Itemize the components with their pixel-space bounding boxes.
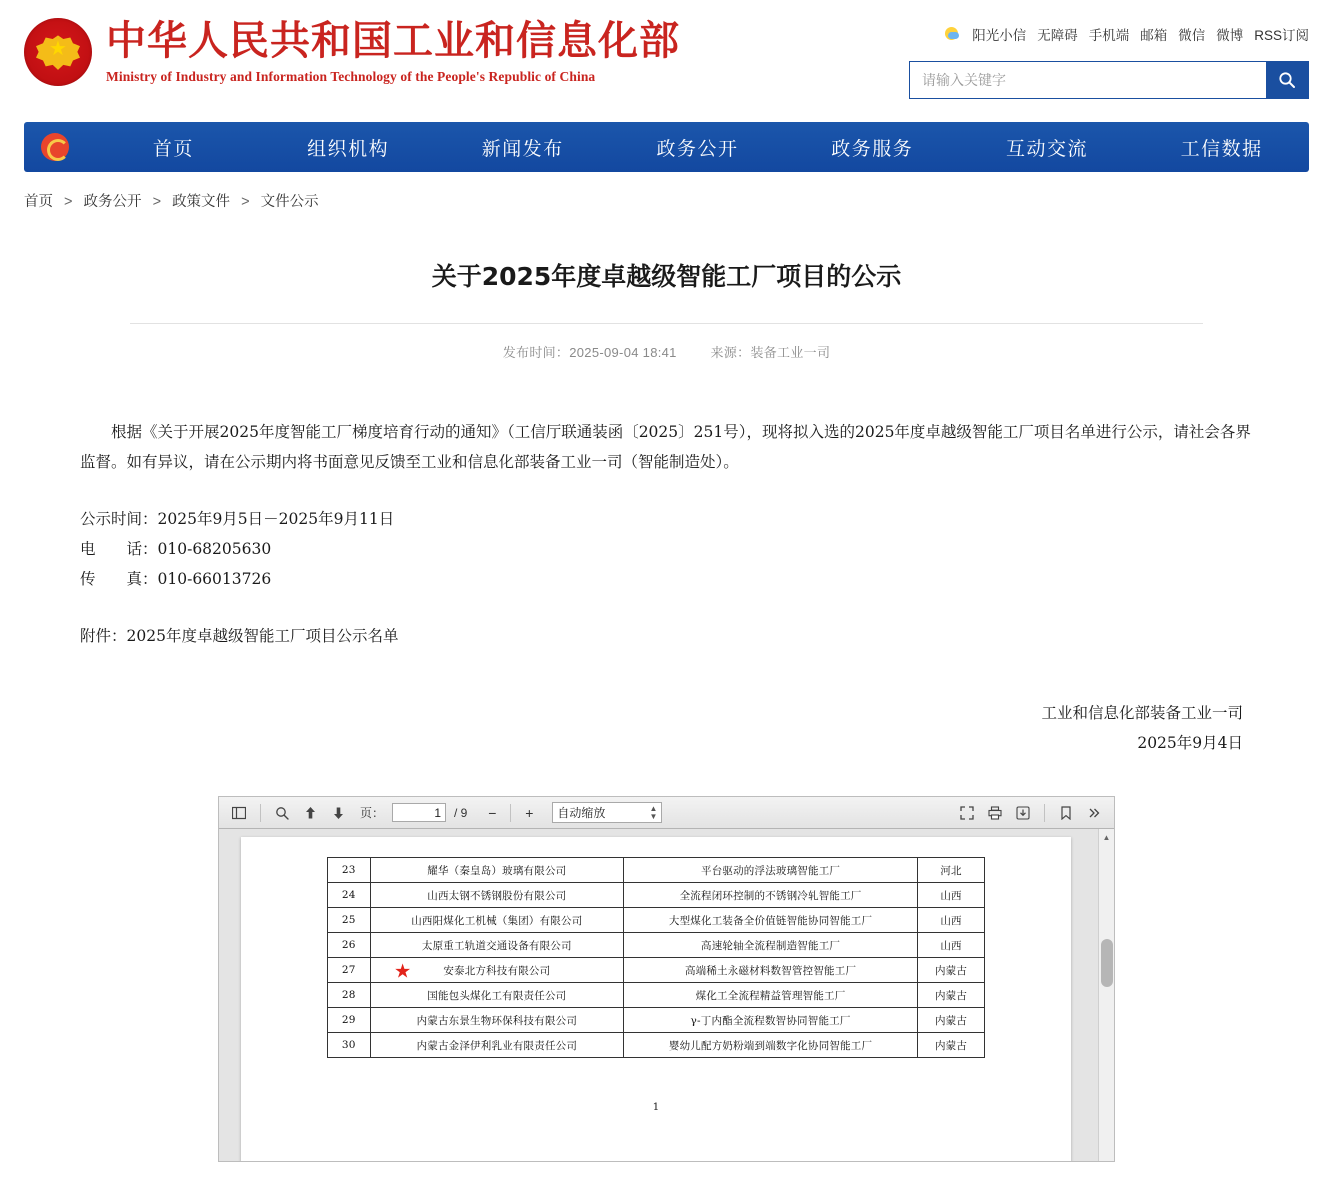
row-project: 平台驱动的浮法玻璃智能工厂 [624, 858, 918, 883]
page-title: 关于2025年度卓越级智能工厂项目的公示 [431, 262, 902, 291]
article-signature [80, 698, 1253, 758]
row-project: 大型煤化工装备全价值链智能协同智能工厂 [624, 908, 918, 933]
breadcrumb-item-home[interactable]: 首页 [24, 194, 53, 210]
zoom-level-value: 自动缩放 [557, 806, 606, 820]
row-project: γ-丁内酯全流程数智协同智能工厂 [624, 1008, 918, 1033]
row-region: 山西 [918, 883, 985, 908]
quick-link-rss[interactable]: RSS订阅 [1254, 28, 1309, 43]
row-company: 耀华（秦皇岛）玻璃有限公司 [370, 858, 623, 883]
presentation-mode-icon[interactable] [955, 801, 979, 825]
site-title-cn: 中华人民共和国工业和信息化部 [106, 18, 680, 64]
scrollbar-thumb[interactable] [1101, 939, 1113, 987]
table-row [328, 858, 985, 883]
sidebar-toggle-icon[interactable] [227, 801, 251, 825]
more-tools-icon[interactable] [1082, 801, 1106, 825]
nav-item-services[interactable]: 政务服务 [831, 137, 914, 160]
find-search-icon[interactable] [270, 801, 294, 825]
row-project: 全流程闭环控制的不锈钢冷轧智能工厂 [624, 883, 918, 908]
pdf-scrollbar[interactable] [1098, 829, 1114, 1162]
row-company: 太原重工轨道交通设备有限公司 [370, 933, 623, 958]
row-region: 内蒙古 [918, 1008, 985, 1033]
sun-icon [944, 26, 960, 42]
row-company: 内蒙古金泽伊利乳业有限责任公司 [370, 1033, 623, 1058]
source-value: 装备工业一司 [750, 345, 831, 360]
row-region: 内蒙古 [918, 1033, 985, 1058]
page-number-input[interactable] [392, 803, 446, 822]
quick-link-weibo[interactable]: 微博 [1216, 28, 1244, 43]
header-utility-area [909, 24, 1309, 99]
row-region: 内蒙古 [918, 958, 985, 983]
source-label: 来源： [710, 345, 751, 360]
nav-item-interaction[interactable]: 互动交流 [1005, 137, 1088, 160]
zoom-level-select[interactable] [552, 802, 662, 823]
article-meta [80, 342, 1253, 361]
nav-item-news[interactable]: 新闻发布 [481, 137, 564, 160]
pdf-viewer [218, 796, 1115, 1162]
quick-link-sunshine[interactable]: 阳光小信 [972, 28, 1027, 43]
table-row [328, 933, 985, 958]
main-nav-wrapper [0, 122, 1333, 172]
pdf-page-footer-number: 1 [652, 1101, 660, 1113]
table-row [328, 1033, 985, 1058]
row-company-label: 安泰北方科技有限公司 [443, 964, 551, 977]
publish-time-label: 发布时间： [502, 345, 570, 360]
star-marker-icon: ★ [394, 961, 411, 981]
national-emblem-icon: ★ [24, 18, 92, 86]
site-title-en: Ministry of Industry and Information Technology of the People's Republic of China [106, 69, 596, 85]
page-number-label: 页： [360, 806, 385, 820]
row-project: 高端稀土永磁材料数智管控智能工厂 [624, 958, 918, 983]
fax-line: 传 真：010-66013726 [80, 570, 272, 588]
pdf-toolbar [219, 797, 1114, 829]
row-index: 29 [328, 1008, 371, 1033]
breadcrumb-separator: > [241, 194, 250, 210]
search-input[interactable] [910, 62, 1266, 98]
row-region: 河北 [918, 858, 985, 883]
breadcrumb-item-policy-docs[interactable]: 政策文件 [172, 194, 231, 210]
row-project: 婴幼儿配方奶粉端到端数字化协同智能工厂 [624, 1033, 918, 1058]
breadcrumb-separator: > [152, 194, 162, 210]
page-total-label: / 9 [454, 805, 468, 820]
row-index: 26 [328, 933, 371, 958]
pdf-page-area[interactable] [219, 829, 1114, 1162]
quick-link-accessibility[interactable]: 无障碍 [1037, 28, 1078, 43]
telephone-line: 电 话：010-68205630 [80, 540, 272, 558]
row-company: 山西太钢不锈钢股份有限公司 [370, 883, 623, 908]
row-region: 山西 [918, 908, 985, 933]
signature-date: 2025年9月4日 [1137, 734, 1243, 752]
row-project: 高速轮轴全流程制造智能工厂 [624, 933, 918, 958]
breadcrumb-separator: > [64, 194, 73, 210]
site-logo-text [106, 0, 680, 85]
attachment-line[interactable]: 附件：2025年度卓越级智能工厂项目公示名单 [80, 627, 399, 645]
zoom-controls [481, 802, 540, 824]
row-index: 23 [328, 858, 371, 883]
row-region: 山西 [918, 933, 985, 958]
table-row [328, 883, 985, 908]
main-nav [24, 122, 1309, 172]
nav-item-home[interactable]: 首页 [152, 137, 194, 160]
bookmark-icon[interactable] [1054, 801, 1078, 825]
article-body [80, 417, 1253, 758]
table-row-highlighted [328, 958, 985, 983]
zoom-in-icon[interactable]: + [525, 804, 534, 821]
row-index: 27 [328, 958, 371, 983]
zoom-out-icon[interactable]: − [488, 804, 497, 821]
row-project: 煤化工全流程精益管理智能工厂 [624, 983, 918, 1008]
breadcrumb-item-doc-notice[interactable]: 文件公示 [260, 194, 319, 210]
download-icon[interactable] [1011, 801, 1035, 825]
article [0, 257, 1333, 758]
title-divider [130, 323, 1203, 324]
mitt-logo-icon [24, 133, 86, 161]
table-row [328, 1008, 985, 1033]
breadcrumb [0, 172, 1333, 219]
quick-links [909, 24, 1309, 44]
pdf-page [241, 837, 1071, 1162]
row-region: 内蒙古 [918, 983, 985, 1008]
chevron-updown-icon: ▲ ▼ [649, 803, 658, 821]
quick-link-email[interactable]: 邮箱 [1140, 28, 1168, 43]
row-index: 28 [328, 983, 371, 1008]
row-company [370, 958, 623, 983]
site-search [909, 61, 1309, 99]
search-icon [1278, 71, 1296, 89]
row-company: 内蒙古东景生物环保科技有限公司 [370, 1008, 623, 1033]
row-index: 30 [328, 1033, 371, 1058]
nav-item-org[interactable]: 组织机构 [307, 137, 390, 160]
table-row [328, 983, 985, 1008]
row-index: 25 [328, 908, 371, 933]
row-company: 山西阳煤化工机械（集团）有限公司 [370, 908, 623, 933]
nav-item-data[interactable]: 工信数据 [1180, 137, 1263, 160]
row-index: 24 [328, 883, 371, 908]
factory-list-table [327, 857, 985, 1058]
quick-link-wechat[interactable]: 微信 [1178, 28, 1206, 43]
site-header [0, 0, 1333, 122]
article-paragraph-1: 根据《关于开展2025年度智能工厂梯度培育行动的通知》（工信厅联通装函〔2025〕251号），现将拟入选的2025年度卓越级智能工厂项目名单进行公示，请社会各界监督。如有异议，请在公示期内将书面意见反馈至工业和信息化部装备工业一司（智能制造处）。 [80, 423, 1251, 471]
scroll-up-icon[interactable]: ▲ [1102, 832, 1111, 842]
notice-period-line: 公示时间：2025年9月5日－2025年9月11日 [80, 510, 395, 528]
breadcrumb-item-openness[interactable]: 政务公开 [83, 194, 142, 210]
signature-organization: 工业和信息化部装备工业一司 [1041, 704, 1243, 722]
quick-link-mobile[interactable]: 手机端 [1088, 28, 1130, 43]
previous-page-icon[interactable] [298, 801, 322, 825]
publish-time-value: 2025-09-04 18:41 [569, 345, 677, 360]
row-company: 国能包头煤化工有限责任公司 [370, 983, 623, 1008]
next-page-icon[interactable] [326, 801, 350, 825]
table-row [328, 908, 985, 933]
nav-item-openness[interactable]: 政务公开 [656, 137, 739, 160]
search-button[interactable] [1266, 62, 1308, 98]
print-icon[interactable] [983, 801, 1007, 825]
